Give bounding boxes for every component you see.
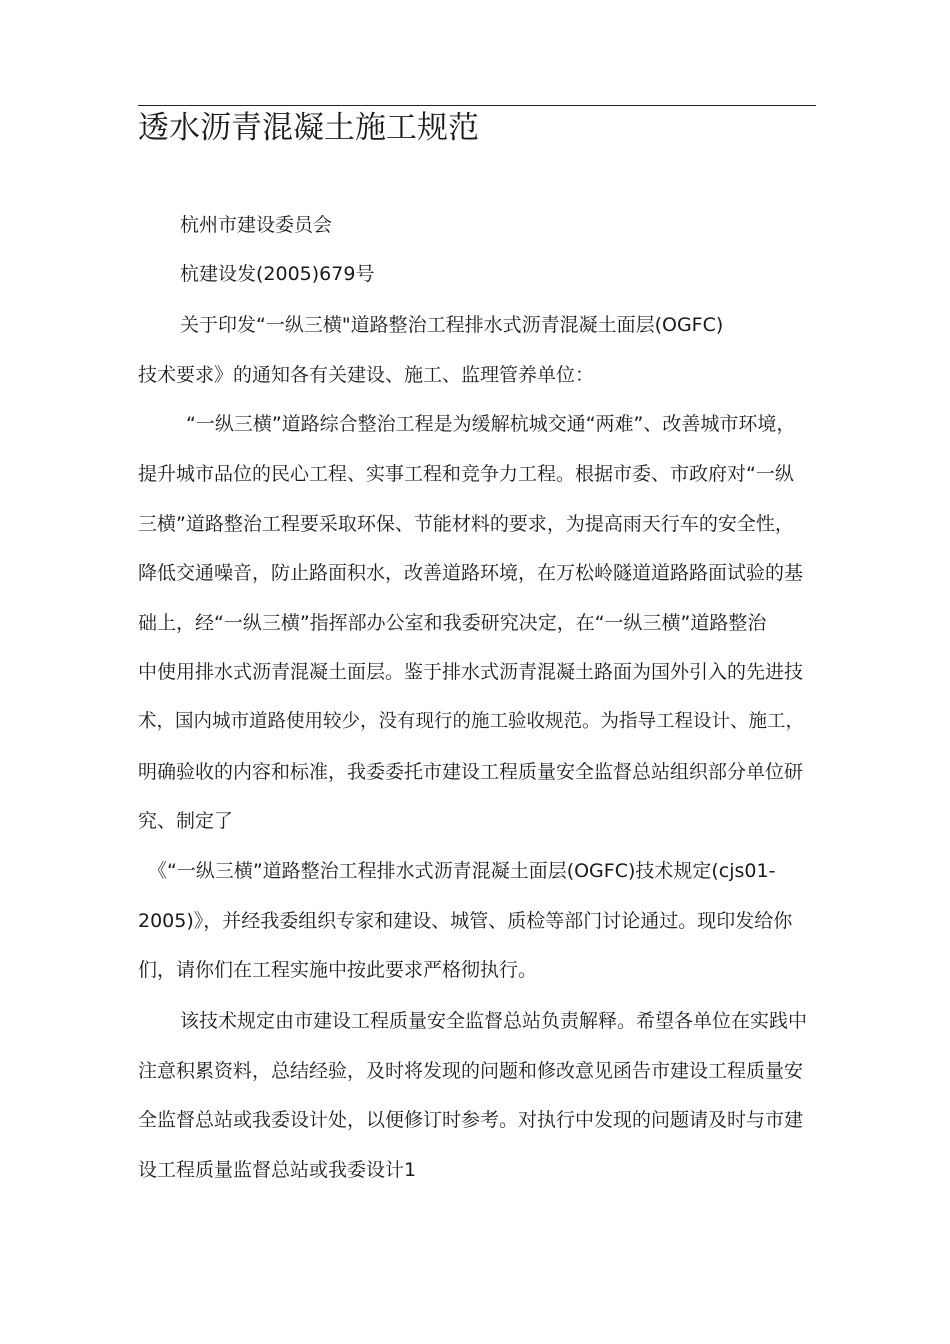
- body-line: 注意积累资料，总结经验，及时将发现的问题和修改意见函告市建设工程质量安: [138, 1060, 804, 1082]
- body-line: 杭建设发(2005)679号: [180, 263, 375, 285]
- body-line: 提升城市品位的民心工程、实事工程和竞争力工程。根据市委、市政府对“一纵: [138, 463, 794, 485]
- body-line: 降低交通噪音，防止路面积水，改善道路环境，在万松岭隧道道路路面试验的基: [138, 562, 804, 584]
- body-line: 中使用排水式沥青混凝土面层。鉴于排水式沥青混凝土路面为国外引入的先进技: [138, 661, 804, 683]
- document-title: 透水沥青混凝土施工规范: [138, 110, 479, 146]
- body-line: 杭州市建设委员会: [180, 214, 333, 236]
- body-line: 究、制定了: [138, 810, 234, 832]
- body-line: 全监督总站或我委设计处，以便修订时参考。对执行中发现的问题请及时与市建: [138, 1109, 804, 1131]
- body-line: 们，请你们在工程实施中按此要求严格彻执行。: [138, 959, 538, 981]
- body-line: 础上，经“一纵三横”指挥部办公室和我委研究决定，在“一纵三横”道路整治: [138, 612, 767, 634]
- body-line: 设工程质量监督总站或我委设计1: [138, 1159, 417, 1181]
- body-line: 技术要求》的通知各有关建设、施工、监理管养单位：: [138, 364, 595, 386]
- body-line: “一纵三横”道路综合整治工程是为缓解杭城交通“两难”、改善城市环境，: [186, 413, 796, 435]
- body-line: 关于印发“一纵三横"道路整治工程排水式沥青混凝土面层(OGFC): [180, 314, 724, 336]
- body-line: 术，国内城市道路使用较少，没有现行的施工验收规范。为指导工程设计、施工，: [138, 711, 805, 732]
- body-line: 该技术规定由市建设工程质量安全监督总站负责解释。希望各单位在实践中: [180, 1010, 808, 1032]
- body-line: 《“一纵三横”道路整治工程排水式沥青混凝土面层(OGFC)技术规定(cjs01-: [148, 860, 776, 882]
- body-line: 三横”道路整治工程要采取环保、节能材料的要求，为提高雨天行车的安全性，: [138, 513, 794, 535]
- body-line: 2005)》，并经我委组织专家和建设、城管、质检等部门讨论通过。现印发给你: [138, 910, 793, 932]
- body-line: 明确验收的内容和标准，我委委托市建设工程质量安全监督总站组织部分单位研: [138, 761, 804, 783]
